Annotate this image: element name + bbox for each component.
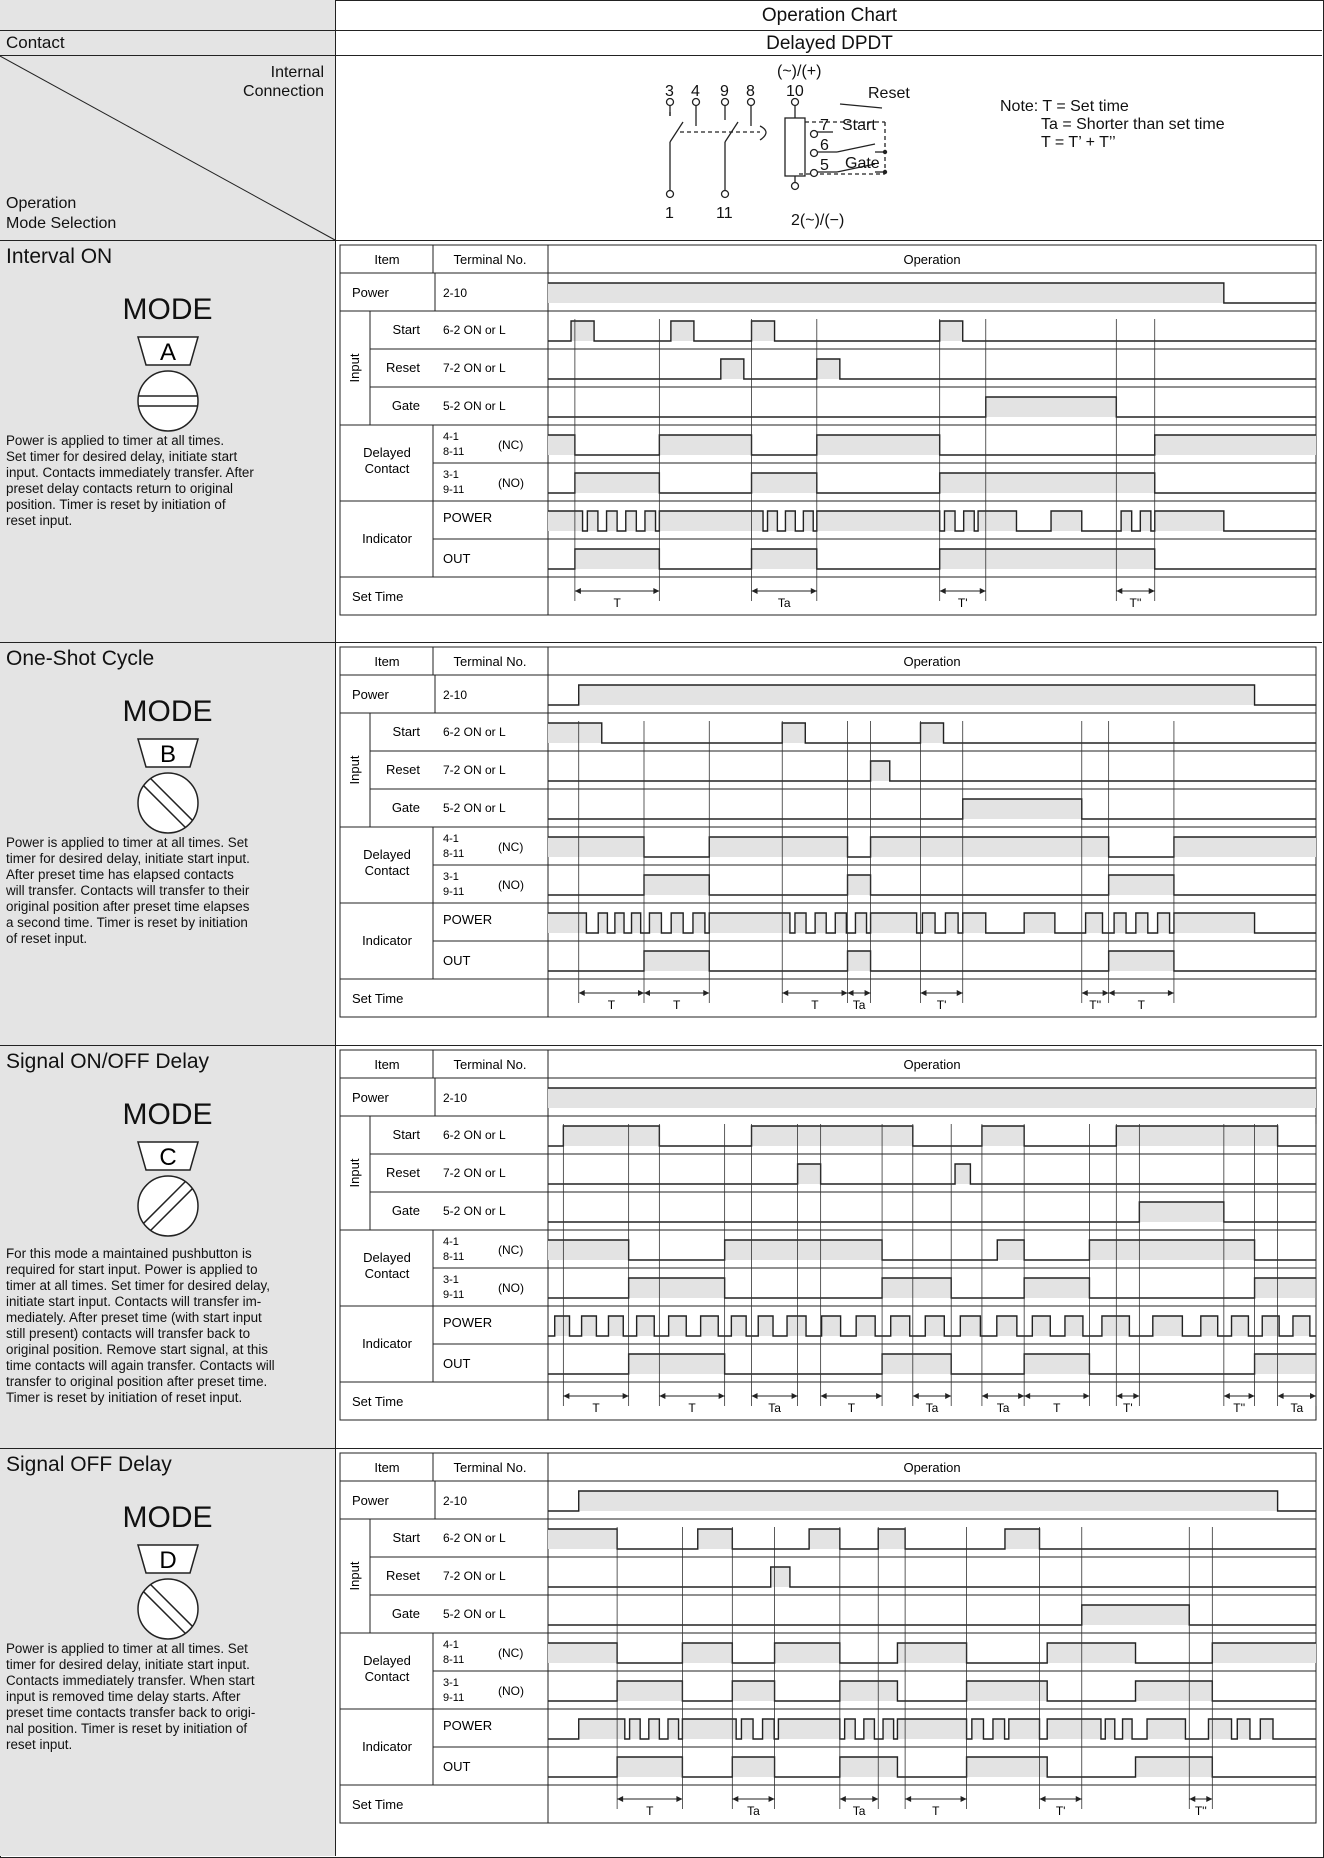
- header-terminal: Terminal No.: [453, 1057, 527, 1072]
- mode-description: [6, 835, 328, 947]
- row-label-power-indicator: POWER: [443, 510, 493, 525]
- mode-dial-icon: [128, 331, 208, 441]
- description-line: After preset time has elapsed contacts: [6, 867, 234, 882]
- description-line: Set timer for desired delay, initiate start: [6, 449, 238, 464]
- terminal-reset: 7-2 ON or L: [443, 1569, 506, 1583]
- waveform: [548, 359, 1316, 379]
- description-line: input is removed time delay starts. After: [6, 1689, 241, 1704]
- terminal-label: 3: [665, 83, 674, 100]
- terminal-power: 2-10: [443, 1494, 468, 1508]
- row-label-gate: Gate: [391, 1203, 420, 1218]
- operation-mode-selection-label: Operation Mode Selection: [6, 195, 117, 232]
- row-label-power-indicator: POWER: [443, 1315, 493, 1330]
- row-label-delayed: Delayed: [363, 847, 411, 862]
- supply-top-label: (~)/(+): [777, 63, 822, 80]
- row-label-gate: Gate: [391, 800, 420, 815]
- mode-dial-icon: [128, 1136, 208, 1246]
- description-line: Contacts immediately transfer. When start: [6, 1673, 255, 1688]
- terminal-nc-tag: (NC): [498, 840, 524, 854]
- terminal-no-b: 9-11: [443, 1289, 465, 1301]
- set-time-label: T: [847, 1401, 856, 1415]
- terminal-no-a: 3-1: [443, 1274, 459, 1286]
- description-line: a second time. Timer is reset by initiation: [6, 915, 248, 930]
- row-label-power-indicator: POWER: [443, 1718, 493, 1733]
- set-time-label: Ta: [852, 1804, 866, 1818]
- note-block: Note: T = Set time Ta = Shorter than set time T = T’ + T’’: [1000, 98, 1225, 151]
- row-label-reset: Reset: [386, 360, 420, 375]
- header-terminal: Terminal No.: [453, 252, 527, 267]
- contact-label: Contact: [6, 33, 65, 52]
- description-line: nal position. Timer is reset by initiation of: [6, 1721, 248, 1736]
- set-time-label: T': [957, 596, 968, 610]
- set-time-label: Ta: [768, 1401, 781, 1415]
- row-label-out: OUT: [443, 1759, 471, 1774]
- terminal-power: 2-10: [443, 286, 468, 300]
- set-time-label: T: [1137, 998, 1145, 1012]
- mode-letter: C: [159, 1144, 177, 1171]
- row-label-input: Input: [347, 1158, 362, 1188]
- description-line: still present) contacts will transfer back to: [6, 1326, 251, 1341]
- gate-label: Gate: [845, 155, 880, 172]
- row-label-set-time: Set Time: [352, 991, 404, 1006]
- terminal-reset: 7-2 ON or L: [443, 763, 506, 777]
- terminal-nc-a: 4-1: [443, 1639, 459, 1651]
- set-time-label: T': [1123, 1401, 1133, 1415]
- terminal-start: 6-2 ON or L: [443, 725, 506, 739]
- description-line: Timer is reset by initiation of reset input.: [6, 1390, 243, 1405]
- terminal-nc-a: 4-1: [443, 833, 459, 845]
- header-operation: Operation: [903, 1460, 961, 1475]
- description-line: Power is applied to timer at all times.: [6, 433, 225, 448]
- terminal-nc-a: 4-1: [443, 1236, 459, 1248]
- description-line: preset time contacts transfer back to origi-: [6, 1705, 256, 1720]
- row-label-contact: Contact: [364, 1266, 410, 1281]
- waveform: [548, 473, 1316, 493]
- description-line: transfer to original position after preset time.: [6, 1374, 268, 1389]
- waveform: [548, 1605, 1316, 1625]
- mode-title: Signal OFF Delay: [6, 1453, 172, 1476]
- mode-label: MODE: [122, 293, 213, 326]
- set-time-label: Ta: [777, 596, 791, 610]
- row-label-indicator: Indicator: [362, 1336, 412, 1351]
- terminal-nc-tag: (NC): [498, 438, 524, 452]
- header-item: Item: [374, 1057, 400, 1072]
- row-label-power: Power: [352, 1090, 389, 1105]
- set-time-label: T: [688, 1401, 696, 1415]
- set-time-label: T': [936, 998, 947, 1012]
- mode-description: [6, 433, 328, 529]
- row-label-start: Start: [392, 322, 420, 337]
- terminal-start: 6-2 ON or L: [443, 323, 506, 337]
- description-line: Power is applied to timer at all times. Set: [6, 1641, 248, 1656]
- row-label-contact: Contact: [364, 461, 410, 476]
- header-operation: Operation: [903, 654, 961, 669]
- terminal-start: 6-2 ON or L: [443, 1128, 506, 1142]
- mode-letter: B: [159, 741, 177, 768]
- mode-description: [6, 1641, 328, 1753]
- terminal-label: 11: [716, 205, 733, 222]
- waveform: [548, 549, 1316, 569]
- timing-chart: [337, 643, 1322, 1043]
- header-item: Item: [374, 654, 400, 669]
- timing-chart: [337, 1046, 1322, 1446]
- terminal-label: 8: [746, 83, 755, 100]
- description-line: input. Contacts immediately transfer. After: [6, 465, 254, 480]
- mode-letter: A: [159, 339, 177, 366]
- set-time-label: T'': [1194, 1804, 1207, 1818]
- row-label-input: Input: [347, 755, 362, 785]
- set-time-label: T: [607, 998, 616, 1012]
- terminal-nc-tag: (NC): [498, 1243, 524, 1257]
- row-label-power: Power: [352, 285, 389, 300]
- mode-title: Interval ON: [6, 245, 113, 268]
- waveform: [548, 1529, 1316, 1549]
- set-time-label: T: [672, 998, 681, 1012]
- terminal-label: 10: [786, 83, 804, 100]
- set-time-label: T'': [1233, 1401, 1246, 1415]
- header-operation: Operation: [903, 1057, 961, 1072]
- header-diagonal: [0, 56, 336, 241]
- set-time-label: Ta: [1290, 1401, 1304, 1415]
- supply-bottom-label: 2(~)/(−): [791, 212, 845, 229]
- mode-title: Signal ON/OFF Delay: [6, 1050, 210, 1073]
- description-line: of reset input.: [6, 931, 88, 946]
- terminal-nc-b: 8-11: [443, 446, 465, 458]
- mode-description: [6, 1246, 328, 1406]
- terminal-nc-b: 8-11: [443, 848, 465, 860]
- terminal-no-a: 3-1: [443, 1677, 459, 1689]
- terminal-nc-b: 8-11: [443, 1251, 465, 1263]
- description-line: original position. Remove start signal, at this: [6, 1342, 268, 1357]
- terminal-nc-tag: (NC): [498, 1646, 524, 1660]
- mode-label: MODE: [122, 1098, 213, 1131]
- row-label-input: Input: [347, 353, 362, 383]
- row-label-indicator: Indicator: [362, 531, 412, 546]
- reset-label: Reset: [868, 85, 910, 102]
- terminal-gate: 5-2 ON or L: [443, 1204, 506, 1218]
- set-time-label: T: [932, 1804, 940, 1818]
- waveform: [548, 321, 1316, 341]
- terminal-gate: 5-2 ON or L: [443, 1607, 506, 1621]
- internal-connection-schematic: [640, 60, 970, 240]
- row-label-start: Start: [392, 724, 420, 739]
- row-label-set-time: Set Time: [352, 589, 404, 604]
- row-label-start: Start: [392, 1127, 420, 1142]
- waveform: [548, 799, 1316, 819]
- row-label-set-time: Set Time: [352, 1394, 404, 1409]
- set-time-label: T'': [1089, 998, 1102, 1012]
- mode-label: MODE: [122, 1501, 213, 1534]
- terminal-power: 2-10: [443, 1091, 468, 1105]
- set-time-label: T'': [1129, 596, 1142, 610]
- row-label-out: OUT: [443, 1356, 471, 1371]
- description-line: reset input.: [6, 1737, 73, 1752]
- row-label-reset: Reset: [386, 1568, 420, 1583]
- terminal-label: 4: [691, 83, 700, 100]
- set-time-label: Ta: [925, 1401, 939, 1415]
- divider: [0, 30, 1322, 31]
- row-label-out: OUT: [443, 551, 471, 566]
- terminal-no-b: 9-11: [443, 484, 465, 496]
- terminal-nc-a: 4-1: [443, 431, 459, 443]
- terminal-gate: 5-2 ON or L: [443, 801, 506, 815]
- terminal-power: 2-10: [443, 688, 468, 702]
- start-label: Start: [842, 117, 876, 134]
- header-item: Item: [374, 1460, 400, 1475]
- row-label-out: OUT: [443, 953, 471, 968]
- description-line: timer for desired delay, initiate start input.: [6, 1657, 250, 1672]
- description-line: timer for desired delay, initiate start input.: [6, 851, 250, 866]
- mode-dial-icon: [128, 733, 208, 843]
- row-label-gate: Gate: [391, 398, 420, 413]
- terminal-no-tag: (NO): [498, 878, 524, 892]
- description-line: initiate start input. Contacts will transfer im-: [6, 1294, 262, 1309]
- description-line: required for start input. Power is applied to: [6, 1262, 258, 1277]
- mode-label: MODE: [122, 695, 213, 728]
- row-label-start: Start: [392, 1530, 420, 1545]
- waveform: [548, 761, 1316, 781]
- description-line: preset delay contacts return to original: [6, 481, 234, 496]
- row-label-power-indicator: POWER: [443, 912, 493, 927]
- description-line: Power is applied to timer at all times. Set: [6, 835, 248, 850]
- terminal-no-tag: (NO): [498, 1684, 524, 1698]
- description-line: mediately. After preset time (with start input: [6, 1310, 262, 1325]
- terminal-reset: 7-2 ON or L: [443, 1166, 506, 1180]
- description-line: time contacts will again transfer. Contacts will: [6, 1358, 275, 1373]
- set-time-label: Ta: [747, 1804, 760, 1818]
- set-time-label: Ta: [852, 998, 866, 1012]
- description-line: For this mode a maintained pushbutton is: [6, 1246, 252, 1261]
- header-terminal: Terminal No.: [453, 1460, 527, 1475]
- terminal-start: 6-2 ON or L: [443, 1531, 506, 1545]
- terminal-no-tag: (NO): [498, 1281, 524, 1295]
- row-label-contact: Contact: [364, 1669, 410, 1684]
- operation-chart-title: Operation Chart: [761, 5, 898, 26]
- set-time-label: Ta: [996, 1401, 1010, 1415]
- terminal-no-b: 9-11: [443, 886, 465, 898]
- mode-title: One-Shot Cycle: [6, 647, 155, 670]
- row-label-set-time: Set Time: [352, 1797, 404, 1812]
- terminal-no-tag: (NO): [498, 476, 524, 490]
- terminal-no-a: 3-1: [443, 871, 459, 883]
- row-label-delayed: Delayed: [363, 1250, 411, 1265]
- waveform: [548, 397, 1316, 417]
- set-time-label: T: [613, 596, 621, 610]
- row-label-gate: Gate: [391, 1606, 420, 1621]
- row-label-indicator: Indicator: [362, 1739, 412, 1754]
- description-line: reset input.: [6, 513, 73, 528]
- terminal-reset: 7-2 ON or L: [443, 361, 506, 375]
- timing-chart: [337, 241, 1322, 641]
- terminal-label: 9: [720, 83, 729, 100]
- row-label-reset: Reset: [386, 1165, 420, 1180]
- internal-connection-label: Internal Connection: [243, 64, 324, 100]
- waveform: [548, 1567, 1316, 1587]
- row-label-indicator: Indicator: [362, 933, 412, 948]
- set-time-label: T: [1053, 1401, 1061, 1415]
- row-label-delayed: Delayed: [363, 445, 411, 460]
- row-label-reset: Reset: [386, 762, 420, 777]
- terminal-nc-b: 8-11: [443, 1654, 465, 1666]
- set-time-label: T: [646, 1804, 654, 1818]
- description-line: will transfer. Contacts will transfer to their: [6, 883, 250, 898]
- row-label-delayed: Delayed: [363, 1653, 411, 1668]
- row-label-contact: Contact: [364, 863, 410, 878]
- header-item: Item: [374, 252, 400, 267]
- timing-chart: [337, 1449, 1322, 1849]
- mode-letter: D: [159, 1547, 177, 1574]
- row-label-power: Power: [352, 687, 389, 702]
- mode-dial-icon: [128, 1539, 208, 1649]
- description-line: position. Timer is reset by initiation of: [6, 497, 226, 512]
- input-terminal-label: 6: [820, 137, 829, 154]
- header-terminal: Terminal No.: [453, 654, 527, 669]
- set-time-label: T: [592, 1401, 600, 1415]
- terminal-label: 1: [665, 205, 674, 222]
- input-terminal-label: 5: [820, 157, 829, 174]
- description-line: original position after preset time elapses: [6, 899, 250, 914]
- row-label-power: Power: [352, 1493, 389, 1508]
- terminal-no-b: 9-11: [443, 1692, 465, 1704]
- row-label-input: Input: [347, 1561, 362, 1591]
- header-operation: Operation: [903, 252, 961, 267]
- contact-value: Delayed DPDT: [766, 33, 893, 54]
- terminal-gate: 5-2 ON or L: [443, 399, 506, 413]
- waveform: [548, 1164, 1316, 1184]
- terminal-no-a: 3-1: [443, 469, 459, 481]
- set-time-label: T': [1055, 1804, 1066, 1818]
- set-time-label: T: [811, 998, 819, 1012]
- description-line: timer at all times. Set timer for desired delay,: [6, 1278, 270, 1293]
- input-terminal-label: 7: [820, 117, 829, 134]
